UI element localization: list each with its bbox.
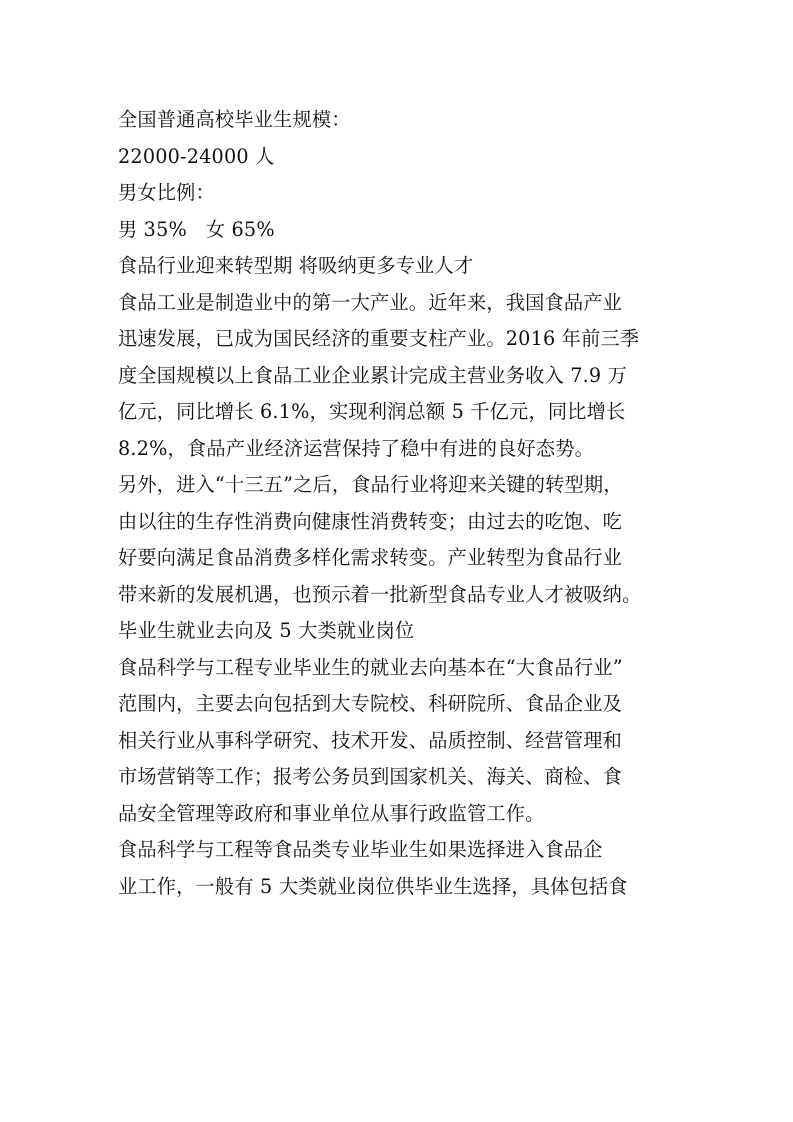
text-line: 8.2%，食品产业经济运营保持了稳中有进的良好态势。 xyxy=(118,436,595,460)
section-heading-employment-direction xyxy=(118,613,684,650)
text-line: 相关行业从事科学研究、技术开发、品质控制、经营管理和 xyxy=(118,728,623,752)
paragraph-gender-ratio-value xyxy=(118,212,684,249)
text-line: 全国普通高校毕业生规模： xyxy=(118,108,351,131)
paragraph-employment-direction xyxy=(118,650,684,833)
paragraph-food-industry-overview xyxy=(118,285,684,468)
paragraph-graduate-scale-value xyxy=(118,139,684,176)
text-line: 食品科学与工程专业毕业生的就业去向基本在“大食品行业” xyxy=(118,655,623,679)
text-line: 范围内，主要去向包括到大专院校、科研院所、食品企业及 xyxy=(118,692,623,715)
text-line: 品安全管理等政府和事业单位从事行政监管工作。 xyxy=(118,801,545,825)
text-line: 好要向满足食品消费多样化需求转变。产业转型为食品行业 xyxy=(118,546,623,569)
text-line: 带来新的发展机遇，也预示着一批新型食品专业人才被吸纳。 xyxy=(118,582,642,606)
text-line: 迅速发展，已成为国民经济的重要支柱产业。2016 年前三季 xyxy=(118,327,640,350)
text-line: 亿元，同比增长 6.1%，实现利润总额 5 千亿元，同比增长 xyxy=(118,400,626,423)
text-line: 另外，进入“十三五”之后，食品行业将迎来关键的转型期， xyxy=(118,473,623,496)
section-heading-industry-transition xyxy=(118,248,684,285)
document-body xyxy=(118,102,684,905)
text-line: 度全国规模以上食品工业企业累计完成主营业务收入 7.9 万 xyxy=(118,363,628,387)
text-line: 由以往的生存性消费向健康性消费转变；由过去的吃饱、吃 xyxy=(118,509,623,533)
text-line: 业工作，一般有 5 大类就业岗位供毕业生选择，具体包括食 xyxy=(118,874,628,898)
paragraph-job-categories xyxy=(118,832,684,905)
paragraph-gender-ratio-label xyxy=(118,175,684,212)
text-line: 毕业生就业去向及 5 大类就业岗位 xyxy=(118,619,415,642)
text-line: 22000-24000 人 xyxy=(118,144,275,168)
text-line: 食品科学与工程等食品类专业毕业生如果选择进入食品企 xyxy=(118,838,603,861)
text-line: 男女比例： xyxy=(118,181,215,204)
text-line: 食品工业是制造业中的第一大产业。近年来，我国食品产业 xyxy=(118,290,623,314)
paragraph-graduate-scale-label xyxy=(118,102,684,139)
text-line: 市场营销等工作；报考公务员到国家机关、海关、商检、食 xyxy=(118,765,623,788)
text-line: 男 35% 女 65% xyxy=(118,217,275,241)
text-line: 食品行业迎来转型期 将吸纳更多专业人才 xyxy=(118,254,474,277)
paragraph-transition-period xyxy=(118,467,684,613)
